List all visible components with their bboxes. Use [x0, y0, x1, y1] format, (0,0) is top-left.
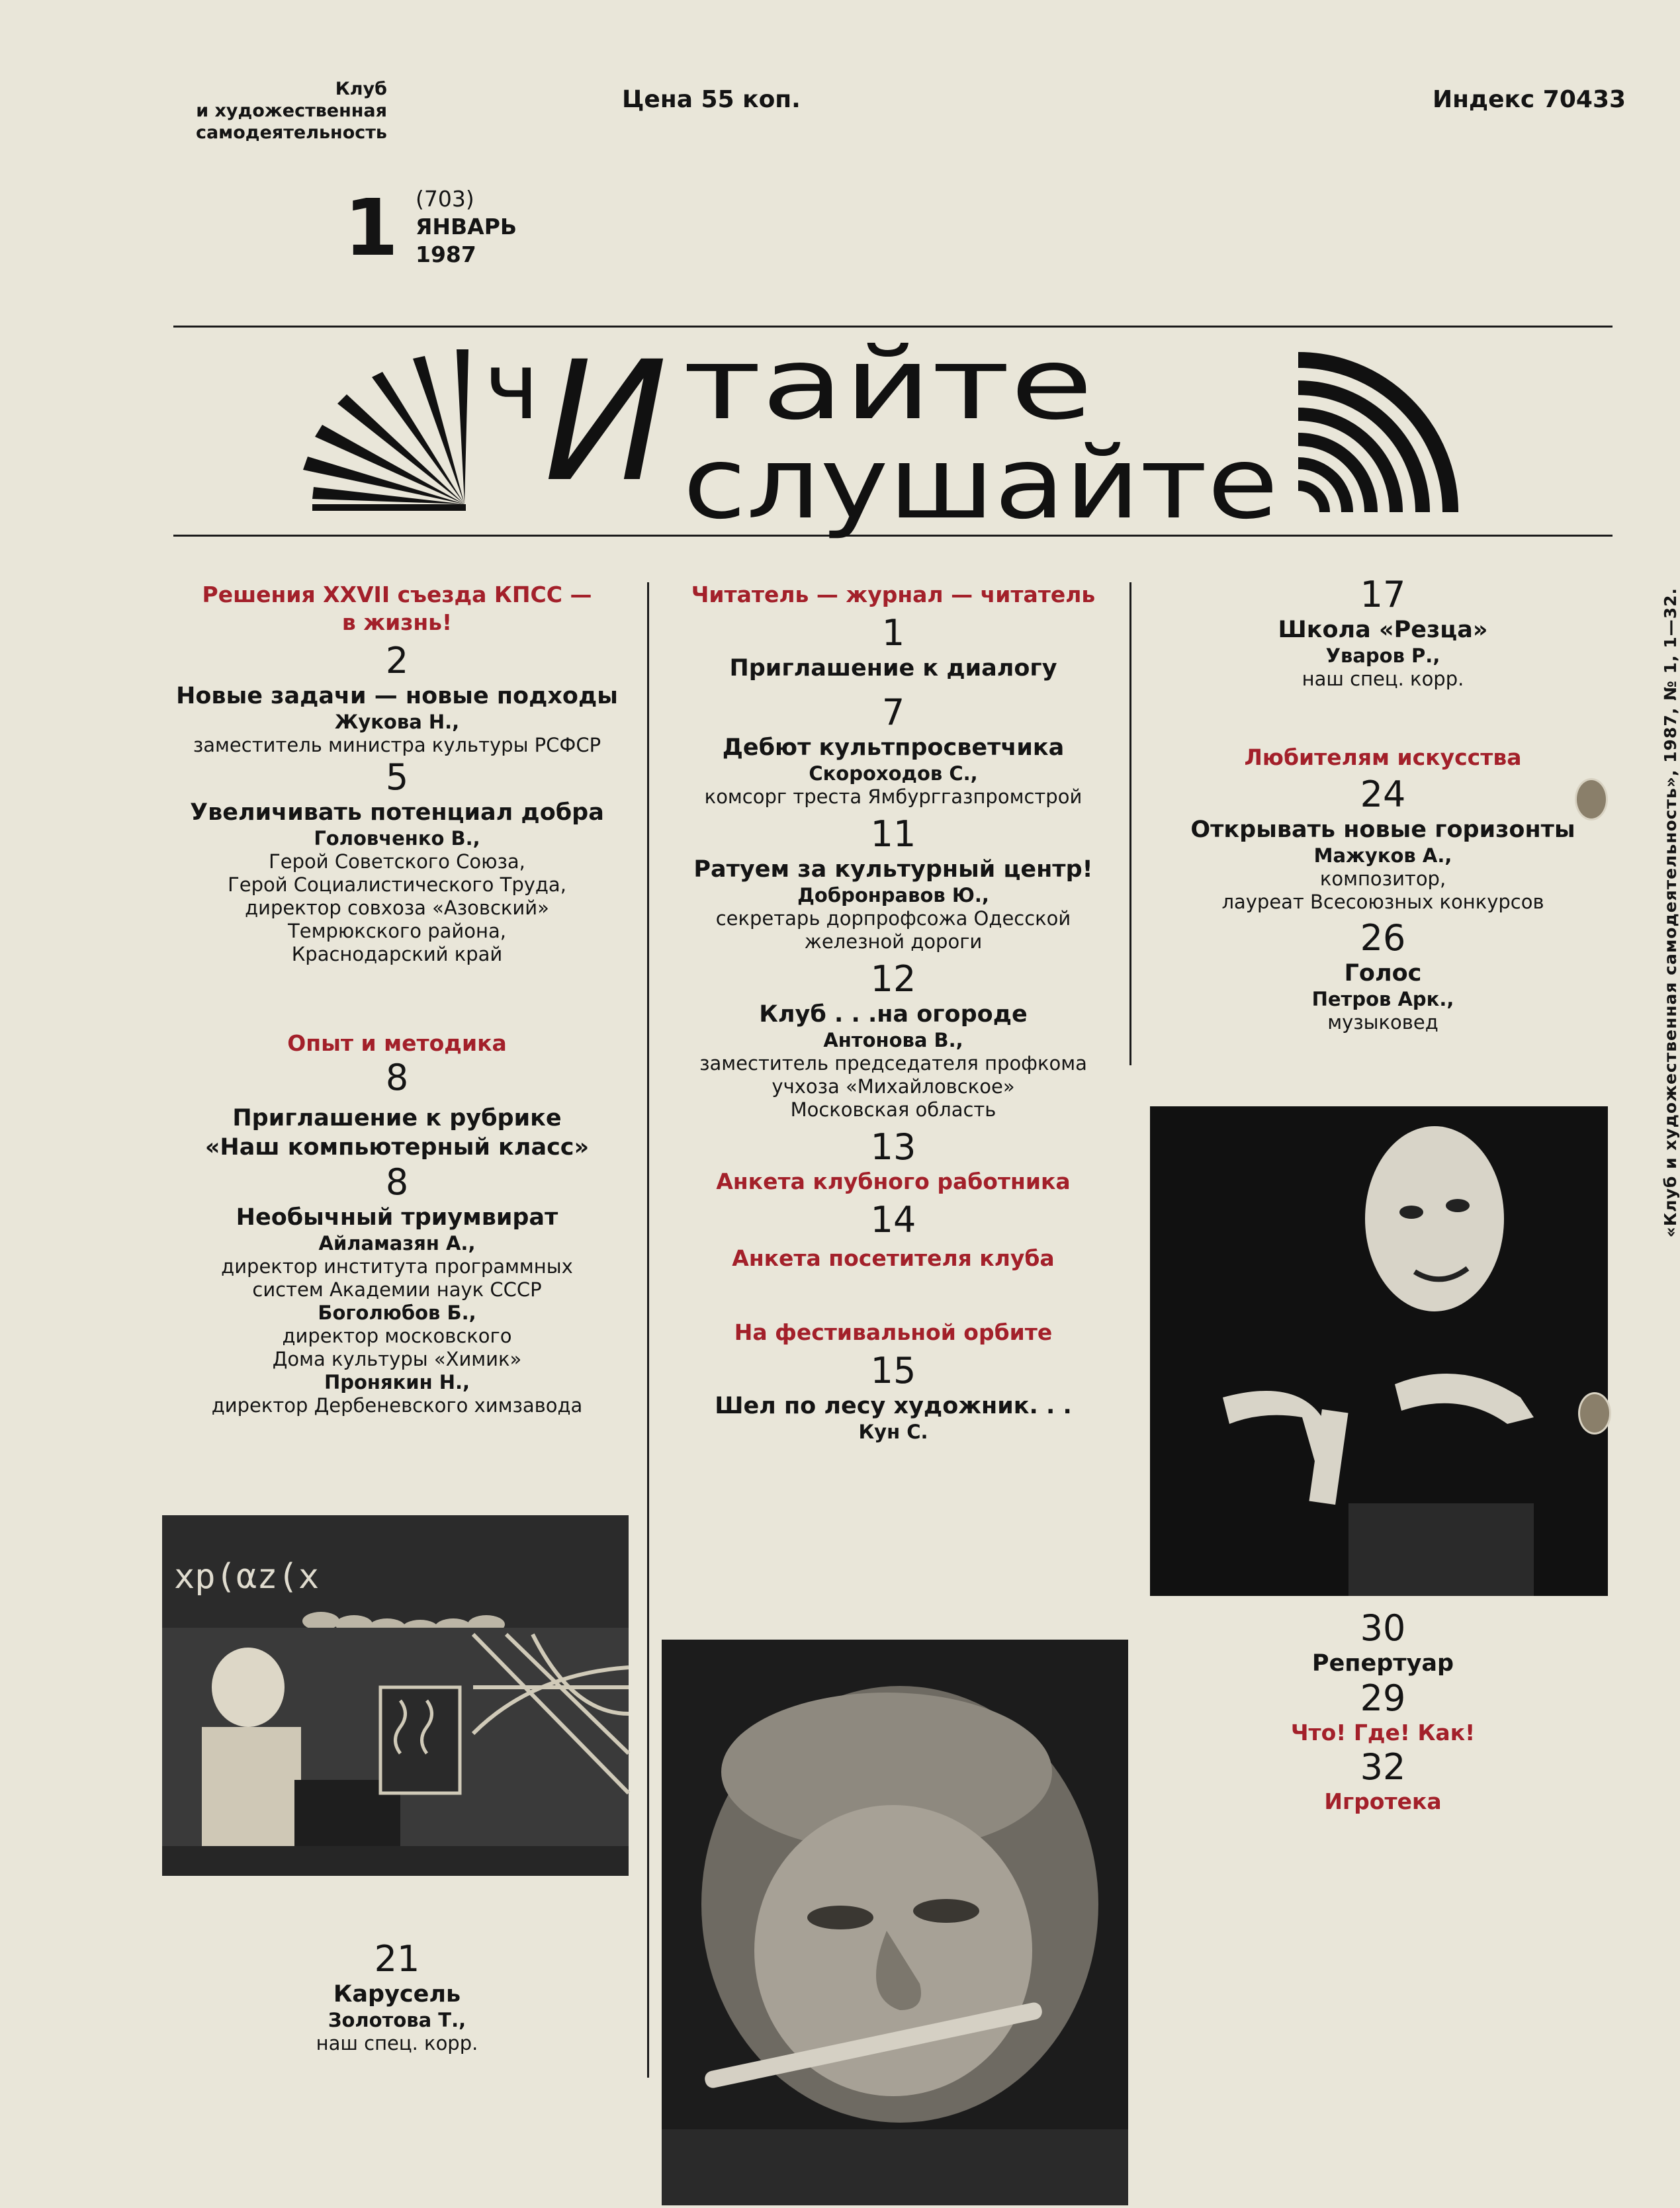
- article-author: Жукова Н.,: [334, 711, 460, 733]
- author-description: комсорг треста Ямбурггазпромстрой: [704, 785, 1083, 808]
- magazine-name-line: самодеятельность: [195, 122, 387, 143]
- logo-word-listen: слушайте: [683, 426, 1278, 541]
- article-title: Увеличивать потенциал добра: [190, 799, 604, 826]
- page-number: 12: [870, 958, 916, 1000]
- article-title: «Наш компьютерный класс»: [204, 1134, 590, 1161]
- sunburst-icon: [303, 349, 468, 511]
- section-heading: На фестивальной орбите: [734, 1319, 1053, 1345]
- article-title-red: Анкета клубного работника: [716, 1169, 1071, 1194]
- section-heading: Опыт и методика: [287, 1030, 507, 1056]
- page-number: 21: [374, 1938, 420, 1980]
- article-author: Золотова Т.,: [328, 2009, 466, 2031]
- page-number: 15: [870, 1350, 916, 1391]
- article-title-red: Что! Где! Как!: [1290, 1720, 1476, 1745]
- author-description: Дома культуры «Химик»: [272, 1348, 522, 1370]
- article-title: Карусель: [333, 1981, 461, 2008]
- page-number: 24: [1360, 773, 1406, 815]
- left-column: [165, 581, 629, 1417]
- illustration-computer-drawing: [162, 1515, 629, 1876]
- article-title: Школа «Резца»: [1278, 617, 1488, 643]
- article-author: Добронравов Ю.,: [797, 884, 989, 906]
- article-author: Уваров Р.,: [1325, 644, 1440, 667]
- issue-info: [416, 185, 517, 269]
- article-title: Дебют культпросветчика: [722, 734, 1065, 761]
- right-bottom-entries: [1151, 1608, 1614, 1816]
- record-icon: [1298, 360, 1450, 512]
- author-description: систем Академии наук СССР: [252, 1278, 542, 1301]
- article-title: Шел по лесу художник. . .: [715, 1393, 1072, 1419]
- middle-column: [662, 581, 1125, 1444]
- author-description: композитор,: [1319, 867, 1446, 890]
- price: Цена 55 коп.: [622, 86, 801, 113]
- page-number: 17: [1360, 574, 1406, 615]
- page-number: 30: [1360, 1607, 1406, 1649]
- section-heading-cont: в жизнь!: [341, 609, 453, 635]
- article-author: Боголюбов Б.,: [318, 1302, 476, 1324]
- binder-hole: [1575, 778, 1608, 820]
- author-description: Герой Социалистического Труда,: [228, 873, 566, 896]
- page-number: 26: [1360, 917, 1406, 959]
- article-title: Приглашение к рубрике: [232, 1105, 562, 1131]
- article-author: Айламазян А.,: [318, 1232, 476, 1255]
- article-title-red: Анкета посетителя клуба: [732, 1245, 1055, 1271]
- author-description: Краснодарский край: [291, 943, 503, 965]
- article-title: Открывать новые горизонты: [1190, 817, 1575, 843]
- article-title: Приглашение к диалогу: [729, 655, 1057, 682]
- article-author: Петров Арк.,: [1311, 988, 1454, 1010]
- article-title: Голос: [1344, 960, 1422, 987]
- author-description: директор института программных: [221, 1255, 573, 1278]
- photo-singer-hands: [1150, 1106, 1608, 1596]
- page-number: 13: [870, 1126, 916, 1168]
- photo-wood-carved-face: [662, 1640, 1128, 2205]
- illustration-art: [162, 1515, 629, 1876]
- author-description: заместитель министра культуры РСФСР: [193, 734, 601, 756]
- article-author: Пронякин Н.,: [324, 1371, 470, 1393]
- magazine-name: [169, 78, 387, 144]
- page-number: 7: [881, 691, 905, 733]
- author-description: железной дороги: [804, 930, 983, 953]
- article-title: Репертуар: [1311, 1650, 1454, 1677]
- article-title: Новые задачи — новые подходы: [176, 683, 618, 709]
- page-number: 29: [1360, 1677, 1406, 1719]
- magazine-name-line: Клуб: [335, 79, 387, 99]
- carving-art: [662, 1640, 1128, 2205]
- index-number: Индекс 70433: [1433, 86, 1626, 113]
- page-number: 2: [385, 640, 409, 682]
- section-heading: Читатель — журнал — читатель: [691, 582, 1096, 607]
- column-divider-left: [647, 582, 649, 2078]
- page-number: 14: [870, 1199, 916, 1241]
- rubric-logo: [173, 326, 1613, 541]
- singer-art: [1150, 1106, 1608, 1596]
- author-description: директор московского: [282, 1325, 512, 1347]
- article-author: Кун С.: [858, 1421, 928, 1443]
- author-description: лауреат Всесоюзных конкурсов: [1221, 891, 1544, 913]
- article-title-red: Игротека: [1324, 1788, 1442, 1814]
- issue-total: (703): [416, 186, 474, 212]
- column-divider-right: [1129, 582, 1131, 1065]
- logo-word-read: тайте: [683, 327, 1093, 442]
- right-column: [1151, 574, 1614, 1034]
- article-author: Головченко В.,: [314, 827, 480, 850]
- issue-number: 1: [344, 182, 399, 273]
- author-description: учхоза «Михайловское»: [772, 1075, 1015, 1098]
- page-number: 11: [870, 813, 916, 855]
- logo-letter-i: И: [544, 326, 668, 518]
- page-number: 8: [385, 1057, 409, 1098]
- section-heading: Любителям искусства: [1244, 744, 1522, 770]
- page-number: 1: [881, 612, 905, 654]
- left-bottom-entry: [218, 1939, 576, 2055]
- article-author: Антонова В.,: [823, 1029, 963, 1051]
- article-author: Мажуков А.,: [1313, 844, 1452, 867]
- author-description: Герой Советского Союза,: [269, 850, 525, 873]
- author-description: заместитель председателя профкома: [699, 1052, 1087, 1075]
- article-author: Скороходов С.,: [809, 762, 978, 785]
- rubric-title: [484, 326, 1278, 541]
- author-description: секретарь дорпрофсожа Одесской: [715, 907, 1071, 930]
- author-description: музыковед: [1327, 1011, 1438, 1034]
- author-description: Темрюкского района,: [288, 920, 506, 942]
- article-title: Клуб . . .на огороде: [759, 1001, 1028, 1028]
- article-title: Необычный триумвират: [236, 1204, 558, 1231]
- svg-text:xp(αz(x: xp(αz(x: [174, 1557, 320, 1597]
- issue-year: 1987: [416, 242, 476, 267]
- magazine-name-line: и художественная: [196, 101, 387, 121]
- author-description: Московская область: [790, 1098, 996, 1121]
- author-description: директор совхоза «Азовский»: [245, 897, 549, 919]
- page-number: 8: [385, 1161, 409, 1203]
- binder-hole: [1578, 1392, 1611, 1435]
- issue-month: ЯНВАРЬ: [416, 214, 517, 240]
- side-caption: «Клуб и художественная самодеятельность», 1987, № 1, 1—32.: [1661, 588, 1680, 1238]
- author-description: директор Дербеневского химзавода: [211, 1394, 583, 1417]
- logo-letter-ch: ч: [484, 333, 539, 441]
- article-title: Ратуем за культурный центр!: [693, 856, 1093, 883]
- page-number: 32: [1360, 1746, 1406, 1788]
- page-number: 5: [385, 756, 409, 798]
- author-description: наш спец. корр.: [316, 2032, 478, 2054]
- section-heading: Решения XXVII съезда КПСС —: [202, 582, 592, 607]
- author-description: наш спец. корр.: [1302, 668, 1464, 690]
